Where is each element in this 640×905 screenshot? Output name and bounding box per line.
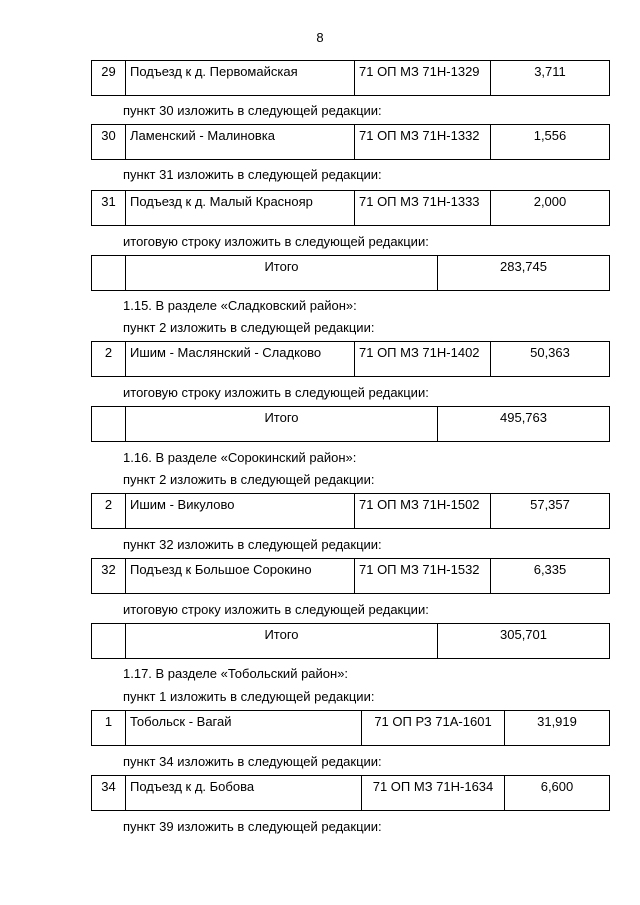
paragraph: пункт 39 изложить в следующей редакции: xyxy=(123,819,382,834)
section-heading: 1.17. В разделе «Тобольский район»: xyxy=(123,666,349,681)
section-heading: 1.15. В разделе «Сладковский район»: xyxy=(123,298,357,313)
paragraph: пункт 1 изложить в следующей редакции: xyxy=(123,689,375,704)
page-number: 8 xyxy=(316,30,324,45)
total-value: 495,763 xyxy=(438,407,610,442)
road-length: 50,363 xyxy=(491,342,610,377)
road-code: 71 ОП МЗ 71Н-1333 xyxy=(355,191,491,226)
table-row xyxy=(91,341,610,377)
paragraph: пункт 31 изложить в следующей редакции: xyxy=(123,167,382,182)
section-heading: 1.16. В разделе «Сорокинский район»: xyxy=(123,450,357,465)
road-code: 71 ОП МЗ 71Н-1329 xyxy=(355,61,491,96)
road-name: Подъезд к д. Малый Краснояр xyxy=(126,191,355,226)
total-empty-cell xyxy=(92,624,126,659)
table-row xyxy=(91,558,610,594)
table-row xyxy=(91,493,610,529)
road-name: Ламенский - Малиновка xyxy=(126,125,355,160)
road-code: 71 ОП МЗ 71Н-1332 xyxy=(355,125,491,160)
road-name: Ишим - Маслянский - Сладково xyxy=(126,342,355,377)
table-row xyxy=(91,124,610,160)
row-number: 2 xyxy=(92,494,126,529)
road-name: Ишим - Викулово xyxy=(126,494,355,529)
road-code: 71 ОП МЗ 71Н-1502 xyxy=(355,494,491,529)
row-number: 1 xyxy=(92,711,126,746)
road-length: 2,000 xyxy=(491,191,610,226)
paragraph: пункт 34 изложить в следующей редакции: xyxy=(123,754,382,769)
paragraph: итоговую строку изложить в следующей редакции: xyxy=(123,602,429,617)
table-row xyxy=(91,775,610,811)
total-row xyxy=(91,623,610,659)
paragraph: пункт 30 изложить в следующей редакции: xyxy=(123,103,382,118)
table-row xyxy=(91,710,610,746)
row-number: 31 xyxy=(92,191,126,226)
paragraph: итоговую строку изложить в следующей редакции: xyxy=(123,234,429,249)
table-row xyxy=(91,60,610,96)
road-code: 71 ОП РЗ 71А-1601 xyxy=(362,711,505,746)
total-row xyxy=(91,406,610,442)
road-length: 1,556 xyxy=(491,125,610,160)
table-row xyxy=(91,190,610,226)
total-empty-cell xyxy=(92,407,126,442)
road-name: Подъезд к д. Первомайская xyxy=(126,61,355,96)
road-name: Подъезд к д. Бобова xyxy=(126,776,362,811)
total-value: 283,745 xyxy=(438,256,610,291)
paragraph: пункт 2 изложить в следующей редакции: xyxy=(123,472,375,487)
total-label: Итого xyxy=(126,624,438,659)
total-value: 305,701 xyxy=(438,624,610,659)
road-length: 3,711 xyxy=(491,61,610,96)
road-name: Подъезд к Большое Сорокино xyxy=(126,559,355,594)
row-number: 29 xyxy=(92,61,126,96)
row-number: 32 xyxy=(92,559,126,594)
paragraph: итоговую строку изложить в следующей редакции: xyxy=(123,385,429,400)
road-name: Тобольск - Вагай xyxy=(126,711,362,746)
paragraph: пункт 2 изложить в следующей редакции: xyxy=(123,320,375,335)
road-code: 71 ОП МЗ 71Н-1532 xyxy=(355,559,491,594)
row-number: 34 xyxy=(92,776,126,811)
paragraph: пункт 32 изложить в следующей редакции: xyxy=(123,537,382,552)
total-empty-cell xyxy=(92,256,126,291)
road-length: 6,335 xyxy=(491,559,610,594)
road-code: 71 ОП МЗ 71Н-1402 xyxy=(355,342,491,377)
road-length: 6,600 xyxy=(505,776,610,811)
road-length: 57,357 xyxy=(491,494,610,529)
total-label: Итого xyxy=(126,407,438,442)
road-length: 31,919 xyxy=(505,711,610,746)
row-number: 2 xyxy=(92,342,126,377)
road-code: 71 ОП МЗ 71Н-1634 xyxy=(362,776,505,811)
total-label: Итого xyxy=(126,256,438,291)
row-number: 30 xyxy=(92,125,126,160)
total-row xyxy=(91,255,610,291)
